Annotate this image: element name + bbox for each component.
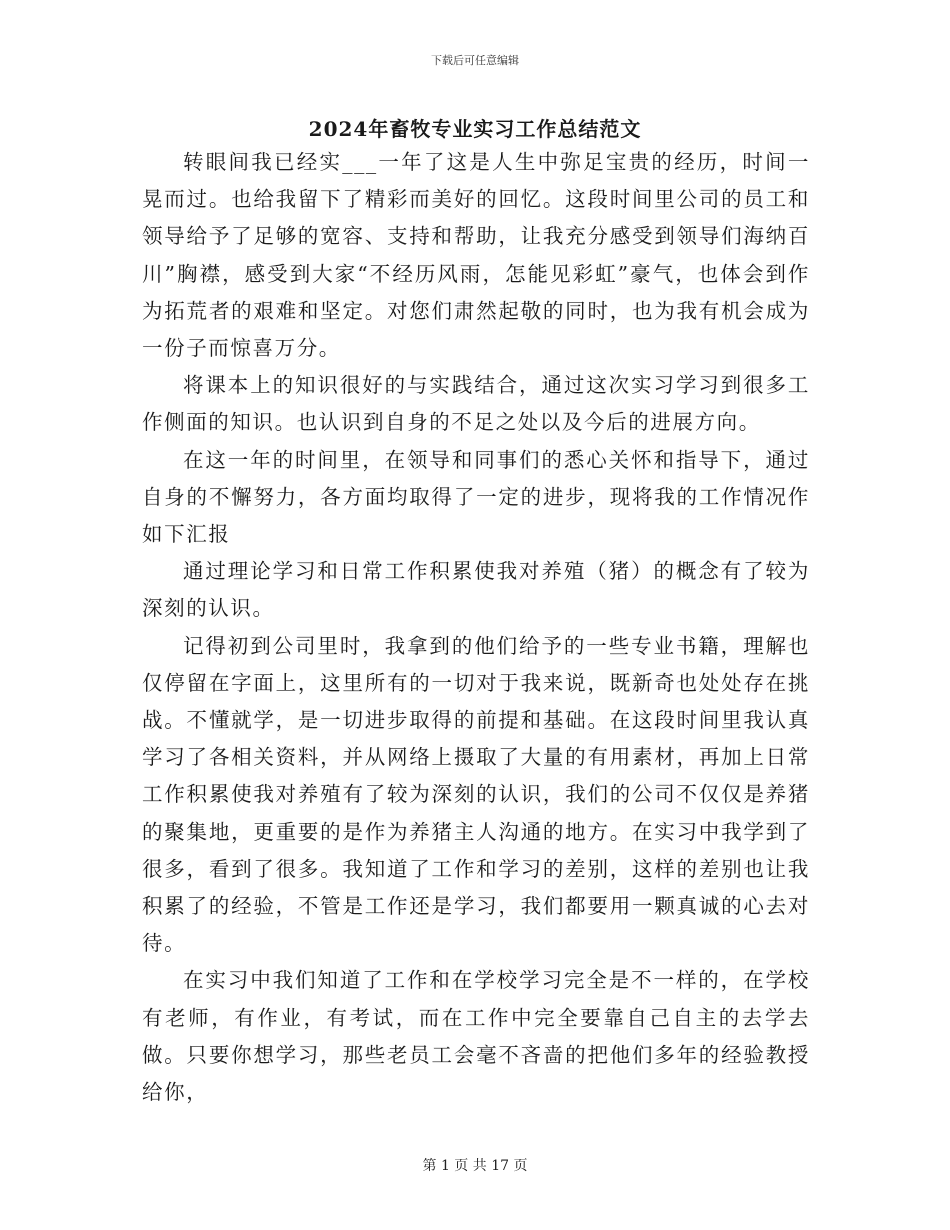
document-title: 2024年畜牧专业实习工作总结范文 <box>308 117 642 141</box>
header-note: 下载后可任意编辑 <box>431 54 519 67</box>
paragraph: 转眼间我已经实___一年了这是人生中弥足宝贵的经历，时间一晃而过。也给我留下了精彩而美好的回忆。这段时间里公司的员工和领导给予了足够的宽容、支持和帮助，让我充分感受到领导们海纳百川”胸襟，感受到大家“不经历风雨，怎能见彩虹”豪气，也体会到作为拓荒者的艰难和坚定。对您们肃然起敬的同时，也为我有机会成为一份子而惊喜万分。 <box>142 150 810 361</box>
paragraph: 在这一年的时间里，在领导和同事们的悉心关怀和指导下，通过自身的不懈努力，各方面均取得了一定的进步，现将我的工作情况作如下汇报 <box>142 447 810 547</box>
paragraph: 将课本上的知识很好的与实践结合，通过这次实习学习到很多工作侧面的知识。也认识到自身的不足之处以及今后的进展方向。 <box>142 373 810 435</box>
paragraph: 通过理论学习和日常工作积累使我对养殖（猪）的概念有了较为深刻的认识。 <box>142 559 810 621</box>
paragraph: 记得初到公司里时，我拿到的他们给予的一些专业书籍，理解也仅停留在字面上，这里所有的一切对于我来说，既新奇也处处存在挑战。不懂就学，是一切进步取得的前提和基础。在这段时间里我认真学习了各相关资料，并从网络上摄取了大量的有用素材，再加上日常工作积累使我对养殖有了较为深刻的认识，我们的公司不仅仅是养猪的聚集地，更重要的是作为养猪主人沟通的地方。在实习中我学到了很多，看到了很多。我知道了工作和学习的差别，这样的差别也让我积累了的经验，不管是工作还是学习，我们都要用一颗真诚的心去对待。 <box>142 633 810 956</box>
document-body <box>142 144 810 1111</box>
page-footer: 第 1 页 共 17 页 <box>422 1158 528 1174</box>
paragraph: 在实习中我们知道了工作和在学校学习完全是不一样的，在学校有老师，有作业，有考试，而在工作中完全要靠自己自主的去学去做。只要你想学习，那些老员工会毫不吝啬的把他们多年的经验教授给你， <box>142 968 810 1105</box>
